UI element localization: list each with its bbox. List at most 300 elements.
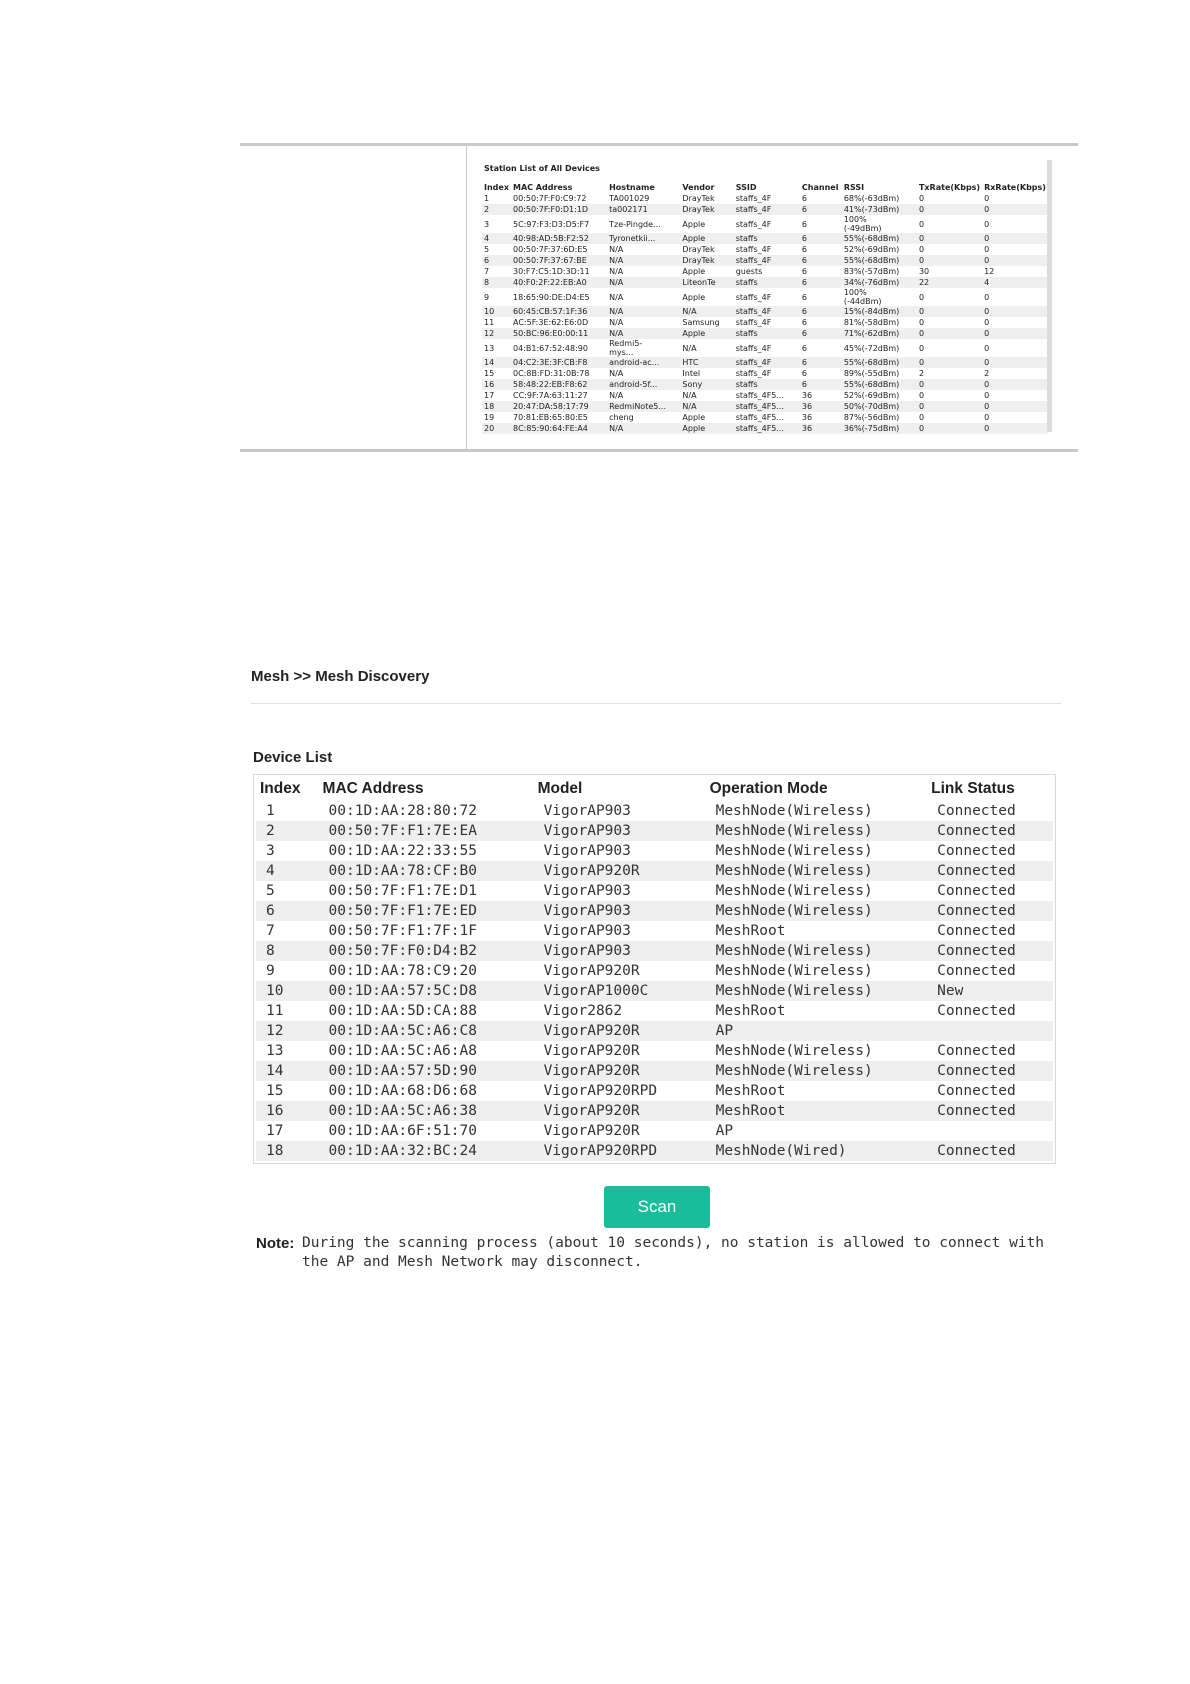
station-mac: 04:B1:67:52:48:90 bbox=[512, 343, 588, 353]
station-row bbox=[482, 379, 1048, 390]
device-index: 14 bbox=[256, 1061, 319, 1081]
note-label: Note: bbox=[256, 1235, 295, 1252]
station-rssi: 55%(-68dBm) bbox=[842, 379, 917, 390]
device-operation-mode: MeshRoot bbox=[715, 1083, 786, 1099]
device-model: VigorAP903 bbox=[543, 803, 631, 819]
station-txrate: 30 bbox=[918, 267, 930, 276]
device-model: VigorAP920RPD bbox=[534, 1141, 706, 1161]
device-model: Vigor2862 bbox=[543, 1003, 623, 1019]
station-vendor: DrayTek bbox=[680, 255, 733, 266]
device-row bbox=[256, 1061, 1053, 1081]
page-breadcrumb: Mesh >> Mesh Discovery bbox=[251, 668, 430, 685]
device-link-status: Connected bbox=[927, 861, 1053, 881]
station-rxrate: 0 bbox=[982, 328, 1048, 339]
station-hostname: Tyronetkii... bbox=[607, 233, 680, 244]
station-mac: 8C:85:90:64:FE:A4 bbox=[511, 423, 607, 434]
station-index: 15 bbox=[484, 369, 495, 378]
station-ssid: staffs_4F bbox=[735, 245, 772, 254]
device-row bbox=[256, 941, 1053, 961]
station-vendor: Apple bbox=[682, 292, 706, 302]
station-vendor: Apple bbox=[680, 423, 733, 434]
station-channel: 6 bbox=[801, 343, 808, 353]
device-model: VigorAP903 bbox=[543, 923, 631, 939]
device-row bbox=[256, 1041, 1053, 1061]
station-list-scrollbar[interactable] bbox=[1047, 160, 1052, 432]
station-ssid: staffs_4F bbox=[735, 194, 772, 203]
station-txrate: 0 bbox=[918, 318, 925, 327]
station-index: 10 bbox=[482, 306, 511, 317]
device-index: 1 bbox=[266, 803, 275, 819]
station-ssid: staffs_4F bbox=[734, 357, 800, 368]
station-rssi: 87%(-56dBm) bbox=[843, 413, 900, 422]
station-row bbox=[482, 339, 1048, 357]
device-operation-mode: MeshNode(Wireless) bbox=[715, 803, 873, 819]
station-hostname: N/A bbox=[607, 423, 680, 434]
station-channel: 36 bbox=[800, 423, 842, 434]
station-channel: 6 bbox=[801, 318, 808, 327]
device-link-status: Connected bbox=[927, 1101, 1053, 1121]
station-ssid: staffs_4F bbox=[735, 292, 772, 302]
station-mac: 18:65:90:DE:D4:E5 bbox=[512, 292, 590, 302]
station-row bbox=[482, 423, 1048, 434]
device-row bbox=[256, 1081, 1053, 1101]
station-mac: CC:9F:7A:63:11:27 bbox=[512, 391, 588, 400]
station-rxrate: 0 bbox=[982, 401, 1048, 412]
station-rssi: 36%(-75dBm) bbox=[842, 423, 917, 434]
station-index: 12 bbox=[482, 328, 511, 339]
station-mac: 40:98:AD:5B:F2:52 bbox=[511, 233, 607, 244]
device-operation-mode: AP bbox=[706, 1021, 928, 1041]
station-row bbox=[482, 368, 1048, 379]
station-index: 7 bbox=[484, 267, 490, 276]
station-rxrate: 2 bbox=[984, 369, 990, 378]
station-ssid: staffs_4F bbox=[734, 204, 800, 215]
note-text: During the scanning process (about 10 seconds), no station is allowed to connect with the AP and Mesh Network may disconnect. bbox=[302, 1235, 1045, 1270]
device-link-status: Connected bbox=[937, 1043, 1016, 1059]
device-mac: 00:1D:AA:57:5C:D8 bbox=[319, 981, 534, 1001]
device-link-status bbox=[927, 1021, 1053, 1041]
device-row bbox=[256, 921, 1053, 941]
station-vendor: N/A bbox=[682, 391, 697, 400]
station-list-panel bbox=[478, 154, 1048, 436]
device-mac: 00:1D:AA:68:D6:68 bbox=[328, 1083, 477, 1099]
station-rxrate: 0 bbox=[984, 318, 990, 327]
device-link-status: Connected bbox=[937, 963, 1016, 979]
station-txrate: 0 bbox=[917, 204, 982, 215]
station-hostname: N/A bbox=[607, 328, 680, 339]
station-table bbox=[482, 182, 1048, 434]
device-row bbox=[256, 1001, 1053, 1021]
note bbox=[256, 1234, 1056, 1270]
station-rxrate: 0 bbox=[984, 194, 990, 203]
col-ssid: SSID bbox=[735, 183, 757, 192]
station-hostname: Redmi5- mys... bbox=[609, 339, 643, 357]
station-index: 13 bbox=[484, 343, 495, 353]
device-row bbox=[256, 1021, 1053, 1041]
station-txrate: 0 bbox=[918, 391, 925, 400]
device-row bbox=[256, 981, 1053, 1001]
station-txrate: 0 bbox=[917, 233, 982, 244]
station-ssid: staffs_4F bbox=[735, 318, 772, 327]
station-channel: 36 bbox=[801, 391, 813, 400]
device-operation-mode: MeshRoot bbox=[715, 923, 786, 939]
station-txrate: 0 bbox=[918, 292, 925, 302]
station-hostname: android-ac... bbox=[607, 357, 680, 368]
device-index: 4 bbox=[256, 861, 319, 881]
device-mac: 00:1D:AA:6F:51:70 bbox=[328, 1123, 477, 1139]
station-row bbox=[482, 306, 1048, 317]
device-model: VigorAP920R bbox=[543, 1123, 640, 1139]
station-mac: 00:50:7F:37:6D:E5 bbox=[512, 245, 588, 254]
station-rxrate: 0 bbox=[984, 343, 990, 353]
device-mac: 00:1D:AA:28:80:72 bbox=[328, 803, 477, 819]
station-txrate: 2 bbox=[918, 369, 925, 378]
device-index: 8 bbox=[256, 941, 319, 961]
col-index: Index bbox=[484, 183, 509, 192]
station-rssi: 45%(-72dBm) bbox=[843, 343, 900, 353]
device-model: VigorAP920RPD bbox=[543, 1083, 658, 1099]
station-hostname: TA001029 bbox=[609, 194, 650, 203]
station-rssi: 34%(-76dBm) bbox=[842, 277, 917, 288]
station-ssid: staffs_4F bbox=[734, 255, 800, 266]
device-model: VigorAP903 bbox=[534, 941, 706, 961]
col-txrate: TxRate(Kbps) bbox=[918, 183, 981, 192]
col-rssi: RSSI bbox=[843, 183, 865, 192]
station-row bbox=[482, 277, 1048, 288]
device-link-status: Connected bbox=[927, 1061, 1053, 1081]
station-channel: 6 bbox=[800, 306, 842, 317]
station-rxrate: 0 bbox=[984, 292, 990, 302]
station-channel: 6 bbox=[801, 267, 808, 276]
device-model: VigorAP903 bbox=[543, 843, 631, 859]
station-vendor: Apple bbox=[680, 233, 733, 244]
device-link-status: New bbox=[927, 981, 1053, 1001]
station-ssid: staffs bbox=[734, 379, 800, 390]
station-rssi: 100% (-44dBm) bbox=[843, 288, 882, 306]
station-hostname: N/A bbox=[609, 292, 624, 302]
station-hostname: N/A bbox=[607, 306, 680, 317]
device-index: 15 bbox=[266, 1083, 284, 1099]
station-index: 5 bbox=[484, 245, 490, 254]
device-mac: 00:50:7F:F1:7F:1F bbox=[328, 923, 477, 939]
station-rxrate: 4 bbox=[982, 277, 1048, 288]
station-hostname: N/A bbox=[609, 245, 624, 254]
station-hostname: N/A bbox=[609, 369, 624, 378]
station-txrate: 22 bbox=[917, 277, 982, 288]
device-model: VigorAP920R bbox=[534, 1101, 706, 1121]
device-index: 3 bbox=[266, 843, 275, 859]
station-channel: 6 bbox=[800, 233, 842, 244]
station-hostname: N/A bbox=[609, 267, 624, 276]
device-operation-mode: MeshRoot bbox=[715, 1003, 786, 1019]
station-vendor: Apple bbox=[682, 413, 706, 422]
station-hostname: N/A bbox=[607, 255, 680, 266]
station-index: 9 bbox=[484, 292, 490, 302]
station-rxrate: 0 bbox=[982, 423, 1048, 434]
station-rssi: 15%(-84dBm) bbox=[842, 306, 917, 317]
station-channel: 6 bbox=[801, 292, 808, 302]
device-mac: 00:1D:AA:78:C9:20 bbox=[328, 963, 477, 979]
station-list-title: Station List of All Devices bbox=[484, 164, 600, 173]
col-mac-address: MAC Address bbox=[512, 183, 573, 192]
station-vendor: Apple bbox=[682, 219, 706, 229]
station-rssi: 55%(-68dBm) bbox=[842, 255, 917, 266]
device-operation-mode: MeshNode(Wireless) bbox=[706, 941, 928, 961]
station-txrate: 0 bbox=[917, 401, 982, 412]
device-operation-mode: MeshNode(Wired) bbox=[706, 1141, 928, 1161]
device-operation-mode: MeshNode(Wireless) bbox=[706, 821, 928, 841]
device-index: 2 bbox=[256, 821, 319, 841]
station-mac: 0C:8B:FD:31:0B:78 bbox=[512, 369, 590, 378]
device-mac: 00:50:7F:F1:7E:EA bbox=[319, 821, 534, 841]
station-rssi: 55%(-68dBm) bbox=[842, 357, 917, 368]
station-mac: 30:F7:C5:1D:3D:11 bbox=[512, 267, 590, 276]
col-link-status: Link Status bbox=[931, 780, 1015, 797]
station-rssi: 50%(-70dBm) bbox=[842, 401, 917, 412]
col-rxrate: RxRate(Kbps) bbox=[984, 183, 1046, 192]
device-model: VigorAP920R bbox=[534, 861, 706, 881]
device-row bbox=[256, 1101, 1053, 1121]
station-vendor: Samsung bbox=[682, 318, 720, 327]
station-hostname: Tze-Pingde... bbox=[609, 219, 661, 229]
station-channel: 6 bbox=[801, 194, 808, 203]
station-index: 18 bbox=[482, 401, 511, 412]
station-index: 3 bbox=[484, 219, 490, 229]
station-row bbox=[482, 233, 1048, 244]
device-link-status: Connected bbox=[937, 843, 1016, 859]
device-model: VigorAP903 bbox=[543, 883, 631, 899]
station-vendor: Apple bbox=[680, 328, 733, 339]
station-rssi: 83%(-57dBm) bbox=[843, 267, 900, 276]
station-table-header bbox=[482, 182, 1048, 193]
device-mac: 00:50:7F:F1:7E:D1 bbox=[328, 883, 477, 899]
station-ssid: staffs_4F5... bbox=[735, 413, 785, 422]
device-mac: 00:50:7F:F1:7E:ED bbox=[319, 901, 534, 921]
station-rssi: 68%(-63dBm) bbox=[843, 194, 900, 203]
station-rxrate: 0 bbox=[982, 233, 1048, 244]
device-row bbox=[256, 801, 1053, 821]
device-mac: 00:1D:AA:78:CF:B0 bbox=[319, 861, 534, 881]
device-link-status: Connected bbox=[937, 1003, 1016, 1019]
device-operation-mode: MeshNode(Wireless) bbox=[715, 963, 873, 979]
device-link-status: Connected bbox=[927, 821, 1053, 841]
device-operation-mode: MeshRoot bbox=[706, 1101, 928, 1121]
station-txrate: 0 bbox=[918, 413, 925, 422]
station-ssid: staffs_4F bbox=[734, 306, 800, 317]
device-index: 7 bbox=[266, 923, 275, 939]
station-txrate: 0 bbox=[917, 357, 982, 368]
station-index: 1 bbox=[484, 194, 490, 203]
station-txrate: 0 bbox=[918, 343, 925, 353]
station-rssi: 71%(-62dBm) bbox=[842, 328, 917, 339]
station-rxrate: 0 bbox=[984, 413, 990, 422]
device-row bbox=[256, 1141, 1053, 1161]
station-ssid: staffs bbox=[734, 328, 800, 339]
station-vendor: Intel bbox=[682, 369, 701, 378]
station-channel: 6 bbox=[801, 219, 808, 229]
station-vendor: DrayTek bbox=[682, 194, 715, 203]
device-list-title: Device List bbox=[253, 749, 333, 766]
station-vendor: Sony bbox=[680, 379, 733, 390]
station-channel: 36 bbox=[800, 401, 842, 412]
station-mac: 50:BC:96:E0:00:11 bbox=[511, 328, 607, 339]
device-model: VigorAP920R bbox=[543, 1043, 640, 1059]
station-rssi: 81%(-58dBm) bbox=[843, 318, 900, 327]
col-operation-mode: Operation Mode bbox=[709, 780, 828, 797]
device-operation-mode: MeshNode(Wireless) bbox=[706, 901, 928, 921]
device-mac: 00:1D:AA:5C:A6:C8 bbox=[319, 1021, 534, 1041]
device-model: VigorAP903 bbox=[534, 901, 706, 921]
station-rssi: 41%(-73dBm) bbox=[842, 204, 917, 215]
device-link-status: Connected bbox=[937, 923, 1016, 939]
station-rssi: 52%(-69dBm) bbox=[843, 245, 900, 254]
station-txrate: 0 bbox=[917, 423, 982, 434]
station-channel: 6 bbox=[800, 379, 842, 390]
station-vendor: HTC bbox=[680, 357, 733, 368]
station-hostname: N/A bbox=[609, 318, 624, 327]
station-txrate: 0 bbox=[917, 255, 982, 266]
station-row bbox=[482, 215, 1048, 233]
station-vendor: N/A bbox=[682, 343, 697, 353]
station-channel: 6 bbox=[800, 328, 842, 339]
station-ssid: staffs_4F5... bbox=[735, 391, 785, 400]
station-vendor: N/A bbox=[680, 306, 733, 317]
station-ssid: staffs_4F5... bbox=[734, 423, 800, 434]
station-vendor: DrayTek bbox=[680, 204, 733, 215]
station-hostname: N/A bbox=[607, 277, 680, 288]
device-list-panel bbox=[253, 774, 1056, 1164]
device-index: 18 bbox=[256, 1141, 319, 1161]
station-index: 14 bbox=[482, 357, 511, 368]
station-txrate: 0 bbox=[918, 245, 925, 254]
station-index: 6 bbox=[482, 255, 511, 266]
station-index: 16 bbox=[482, 379, 511, 390]
device-index: 17 bbox=[266, 1123, 284, 1139]
station-channel: 6 bbox=[800, 255, 842, 266]
device-index: 5 bbox=[266, 883, 275, 899]
station-rxrate: 12 bbox=[984, 267, 995, 276]
device-mac: 00:1D:AA:57:5D:90 bbox=[319, 1061, 534, 1081]
device-index: 6 bbox=[256, 901, 319, 921]
device-operation-mode: AP bbox=[715, 1123, 734, 1139]
station-row bbox=[482, 204, 1048, 215]
device-index: 12 bbox=[256, 1021, 319, 1041]
station-vendor: N/A bbox=[680, 401, 733, 412]
device-model: VigorAP920R bbox=[534, 1061, 706, 1081]
station-ssid: staffs bbox=[734, 277, 800, 288]
station-index: 2 bbox=[482, 204, 511, 215]
station-index: 11 bbox=[484, 318, 495, 327]
device-model: VigorAP920R bbox=[534, 1021, 706, 1041]
station-txrate: 0 bbox=[918, 219, 925, 229]
station-row bbox=[482, 390, 1048, 401]
station-index: 19 bbox=[484, 413, 495, 422]
device-index: 13 bbox=[266, 1043, 284, 1059]
station-rxrate: 0 bbox=[982, 204, 1048, 215]
station-vendor: DrayTek bbox=[682, 245, 715, 254]
col-hostname: Hostname bbox=[609, 183, 655, 192]
station-rxrate: 0 bbox=[984, 245, 990, 254]
title-divider bbox=[251, 703, 1061, 704]
station-row bbox=[482, 357, 1048, 368]
station-rxrate: 0 bbox=[982, 306, 1048, 317]
col-model: Model bbox=[537, 780, 583, 797]
station-rxrate: 0 bbox=[984, 219, 990, 229]
station-list-figure bbox=[240, 143, 1078, 452]
device-table bbox=[256, 777, 1053, 1161]
device-link-status bbox=[927, 1121, 1053, 1141]
station-channel: 6 bbox=[801, 369, 808, 378]
col-channel: Channel bbox=[801, 183, 839, 192]
device-mac: 00:1D:AA:32:BC:24 bbox=[319, 1141, 534, 1161]
station-hostname: cheng bbox=[609, 413, 634, 422]
station-index: 4 bbox=[482, 233, 511, 244]
station-mac: 40:F0:2F:22:EB:A0 bbox=[511, 277, 607, 288]
device-row bbox=[256, 841, 1053, 861]
station-ssid: staffs_4F5... bbox=[734, 401, 800, 412]
device-link-status: Connected bbox=[927, 941, 1053, 961]
station-rssi: 89%(-55dBm) bbox=[843, 369, 900, 378]
station-hostname: RedmiNote5... bbox=[607, 401, 680, 412]
station-vendor: Apple bbox=[682, 267, 706, 276]
station-row bbox=[482, 317, 1048, 328]
station-row bbox=[482, 328, 1048, 339]
device-model: VigorAP920R bbox=[543, 963, 640, 979]
device-model: VigorAP903 bbox=[534, 821, 706, 841]
station-row bbox=[482, 266, 1048, 277]
device-mac: 00:1D:AA:5C:A6:38 bbox=[319, 1101, 534, 1121]
scan-button[interactable]: Scan bbox=[604, 1186, 710, 1228]
station-ssid: staffs bbox=[734, 233, 800, 244]
station-rssi: 100% (-49dBm) bbox=[843, 215, 882, 233]
station-rssi: 52%(-69dBm) bbox=[843, 391, 900, 400]
device-row bbox=[256, 1121, 1053, 1141]
station-rssi: 55%(-68dBm) bbox=[842, 233, 917, 244]
device-mac: 00:1D:AA:5D:CA:88 bbox=[328, 1003, 477, 1019]
station-rxrate: 0 bbox=[982, 379, 1048, 390]
device-model: VigorAP1000C bbox=[534, 981, 706, 1001]
device-row bbox=[256, 901, 1053, 921]
station-mac: 00:50:7F:F0:C9:72 bbox=[512, 194, 587, 203]
device-mac: 00:1D:AA:5C:A6:A8 bbox=[328, 1043, 477, 1059]
device-operation-mode: MeshNode(Wireless) bbox=[706, 861, 928, 881]
device-index: 16 bbox=[256, 1101, 319, 1121]
device-operation-mode: MeshNode(Wireless) bbox=[715, 843, 873, 859]
station-row bbox=[482, 401, 1048, 412]
station-channel: 6 bbox=[801, 245, 808, 254]
device-index: 10 bbox=[256, 981, 319, 1001]
device-link-status: Connected bbox=[927, 901, 1053, 921]
station-mac: 70:81:EB:65:80:E5 bbox=[512, 413, 588, 422]
col-index: Index bbox=[260, 780, 301, 797]
station-channel: 6 bbox=[800, 204, 842, 215]
device-mac: 00:50:7F:F0:D4:B2 bbox=[319, 941, 534, 961]
station-row bbox=[482, 255, 1048, 266]
station-vendor: LiteonTe bbox=[680, 277, 733, 288]
station-index: 20 bbox=[482, 423, 511, 434]
col-vendor: Vendor bbox=[682, 183, 715, 192]
device-row bbox=[256, 881, 1053, 901]
device-index: 9 bbox=[266, 963, 275, 979]
station-hostname: ta002171 bbox=[607, 204, 680, 215]
station-rxrate: 0 bbox=[982, 357, 1048, 368]
station-mac: 60:45:CB:57:1F:36 bbox=[511, 306, 607, 317]
device-link-status: Connected bbox=[937, 1083, 1016, 1099]
station-mac: 00:50:7F:37:67:BE bbox=[511, 255, 607, 266]
station-txrate: 0 bbox=[917, 306, 982, 317]
station-row bbox=[482, 193, 1048, 204]
station-rxrate: 0 bbox=[982, 255, 1048, 266]
